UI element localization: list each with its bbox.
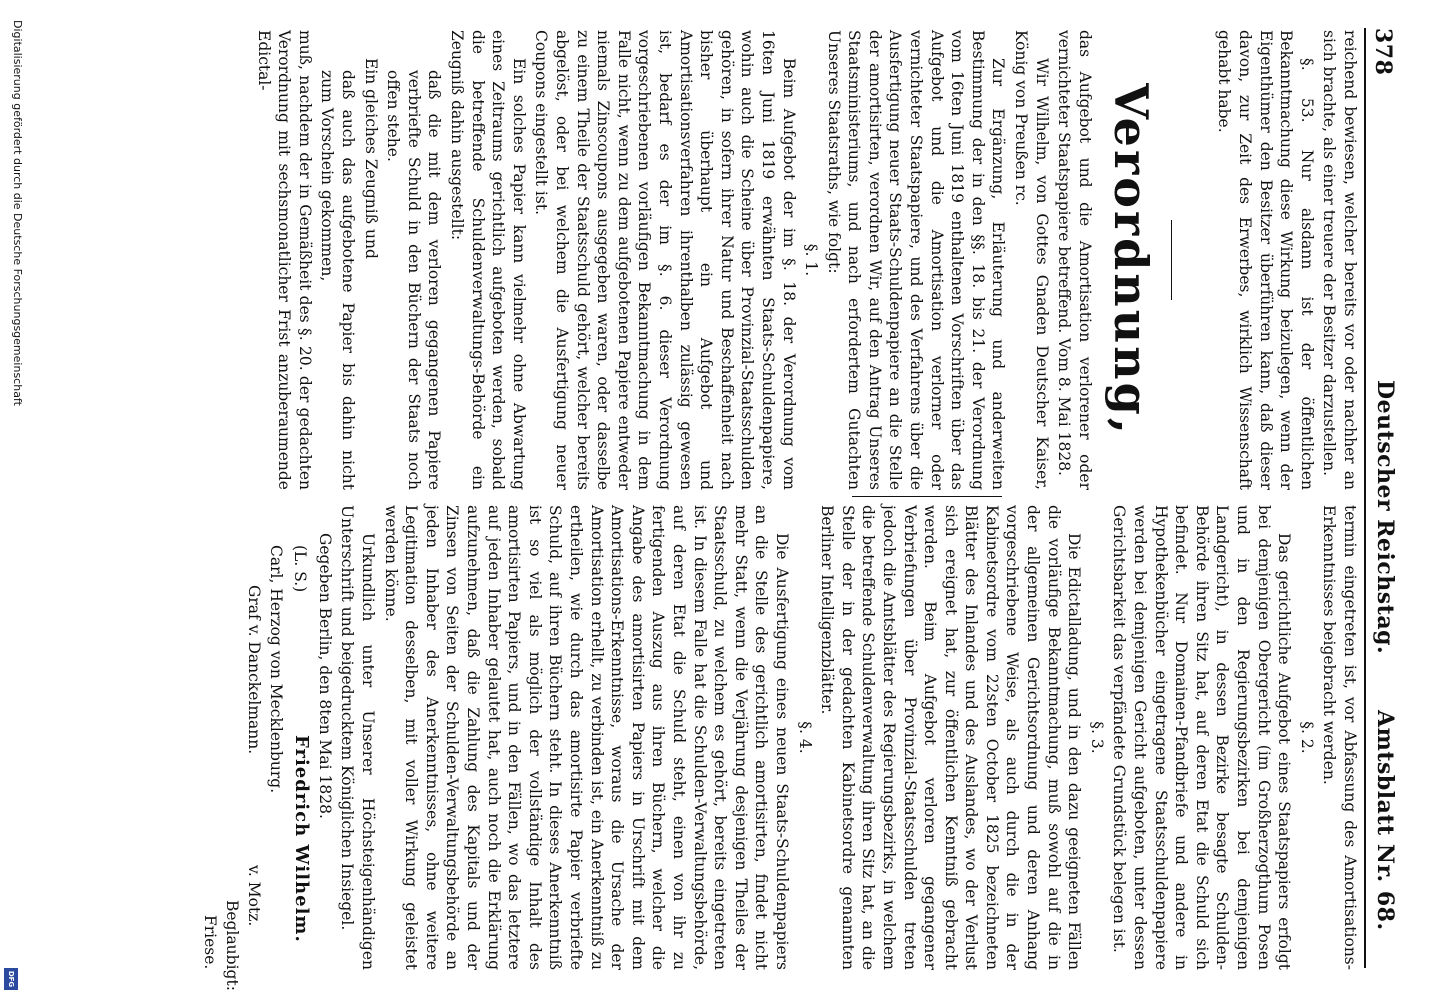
given-date: Gegeben Berlin, den 8ten Mai 1828. [315,533,334,819]
section-1-tail: muß, nachdem der in Gemäßheit des §. 20. der gedachten Verordnung mit sechsmonatlicher Frist anzuberaumende Edictal- [254,30,314,490]
page-number: 378 [1370,28,1396,76]
ordinance-subtitle: das Aufgebot und die Amortisation verlorener oder vernichteter Staatspapiere betreffend. Vom 8. Mai 1828. [1055,30,1094,490]
dfg-logo-text: DFG [7,970,15,988]
right-column [192,505,1360,991]
funding-note-text: Digitalisierung gefördert durch die Deutsche Forschungsgemeinschaft [11,20,24,406]
beglaubigt-label: Beglaubigt: [223,900,242,991]
issue-number: Amtsblatt Nr. 68. [1372,710,1398,931]
section-4-heading: §. 4. [795,721,814,754]
section-1-text-2: Ein solches Papier kann vielmehr ohne Abwartung eines Zeitraums gerichtlich aufgeboten werden, sobald die betreffende Schuldenverwaltungs-Behörde ein Zeugniß dahin ausgestellt: [448,30,528,490]
running-title: Deutscher Reichstag. [1372,380,1398,655]
short-rule [1171,220,1172,300]
section-4-text: Die Ausfertigung eines neuen Staats-Schuldenpapiers an die Stelle des gerichtlich amortisirten, findet nicht mehr Statt, wenn die Verjährung desjenigen Theiles der Staatsschuld, zu welchem es gehört, bereits eingetreten ist. In diesem Falle hat die Schulden-Verwaltungsbehörde, auf deren Etat die Schuld steht, einen von ihr zu fertigenden Auszug aus ihren Büchern, welcher die Angabe des amortisirten Papiers in Urschrift mit dem Amortisations-Erkenntnisse, woraus die Ursache der Amortisation erhellt, zu verbinden ist, ein Anerkenntniß zu ertheilen, wie durch das amortisirte Papier verbriefte Schuld, auf ihren Büchern steht. In dieses Anerkenntniß ist so viel als möglich der vollständige Inhalt des amortisirten Papiers, und in den Fällen, wo das letztere auf jeden Inhaber gelautet hat, auch noch die Erklärung aufzunehmen, daß die Zahlung des Kapitals und der Zinsen von Seiten der Schulden-Verwaltungsbehörde an jeden Inhaber des Anerkenntnisses, ohne weitere Legitimation desselben, mit voller Wirkung geleistet werden könne. [381,505,791,970]
king-signature: Friedrich Wilhelm. [291,735,313,943]
signatory-3: v. Motz. [245,865,264,927]
header-rule [1364,28,1366,968]
section-1-heading: §. 1. [802,243,821,277]
intro-text: reichend bewiesen, welcher bereits vor oder nachher an sich brachte, als einer treuere der Besitzer darzustellen. [1320,30,1359,490]
urkund-clause: Urkundlich unter Unserer Höchsteigenhändigen Unterschrift und beigedrucktem Königlichen Insiegel. [338,505,378,970]
continuation-text: termin eingetreten ist, vor Abfassung des Amortisations-Erkenntnisses beigebracht werden. [1320,505,1359,970]
section-2-heading: §. 2. [1297,721,1316,754]
section-3-text: Die Edictalladung, und in den dazu geeigneten Fällen die vorläufige Bekanntmachung, muß sowohl auf die in der allgemeinen Gerichtsordnung und deren Anhang vorgeschriebene Weise, als auch durch die in der Kabinetsordre vom 22sten October 1825 bezeichneten Blätter des Inlandes und des Auslandes, wo der Verlust sich ereignet hat, zur öffentlichen Kenntniß gebracht werden. Beim Aufgebot verloren gegangener Verbriefungen über Provinzial-Staatsschulden treten jedoch die Amtsblätter des Regierungsbezirks, in welchem die betreffende Schuldenverwaltung ihren Sitz hat, an die Stelle der in der gedachten Kabinetsordre genannten Berliner Intelligenzblätter. [818,505,1084,970]
signatory-1: Carl, Herzog von Mecklenburg. [267,545,286,794]
seal-mark: (L. S.) [291,545,310,593]
signature-block [192,505,313,991]
section-2-text: Das gerichtliche Aufgebot eines Staatspapiers erfolgt bei demjenigen Obergericht (im Großherzogthum Posen und in den Regierungsbezirken bei demjenigen Landgericht), in dessen Bezirke besagte Schulden-Behörde ihren Sitz hat, auf deren Etat die Schuld sich befindet. Nur Domainen-Pfandbriefe und andere in Hypothekenbücher eingetragene Staatsschuldenpapiere werden bei demjenigen Gericht aufgeboten, unter dessen Gerichtsbarkeit das verpfändete Grundstück belegen ist. [1110,505,1294,970]
section-3-heading: §. 3. [1087,721,1106,754]
section-1-quote-2: daß auch das aufgebotene Papier bis dahin nicht zum Vorschein gekommen, [318,70,358,490]
wir-clause: Wir Wilhelm, von Gottes Gnaden Deutscher Kaiser, König von Preußen rc. [1012,30,1051,490]
column-divider [852,496,1002,497]
section-1-text: Beim Aufgebot der im §. 18. der Verordnung vom 16ten Juni 1819 erwähnten Staats-Schuldenpapiere, wohin auch die Scheine über Provinzial-Staatsschulden gehören, in sofern ihrer Natur und Beschaffenheit nach bisher überhaupt ein Aufgebot und Amortisationsverfahren ihrenthalben zulässig gewesen ist, bedarf es der im §. 6. dieser Verordnung vorgeschriebenen vorläufigen Bekanntmachung in dem Falle nicht, wenn zu dem aufgebotenen Papiere entweder niemals Zinscoupons ausgegeben waren, oder dasselbe zu einem Theile der Staatsschuld gehört, welcher bereits abgelöst, oder bei welchem die Ausfertigung neuer Coupons eingestellt ist. [532,30,798,490]
beglaubigt-name: Friese. [201,915,220,970]
signatory-2: Graf v. Danckelmann. [245,585,264,755]
section-1-gleiches: Ein gleiches Zeugniß und [361,58,380,259]
preamble: Zur Ergänzung, Erläuterung und anderweiten Bestimmung der in den §§. 18. bis 21. der Verordnung vom 16ten Juni 1819 enthaltenen Vorschriften über das Aufgebot und die Amortisation verlorner oder vernichteter Staatspapiere, und des Verfahrens über die Ausfertigung neuer Staats-Schuldenpapiere an die Stelle der amortisirten, verordnen Wir, auf den Antrag Unseres Staatsministeriums, und nach erfordertem Gutachten Unseres Staatsraths, wie folgt: [824,30,1008,490]
section-1-quote: daß die mit dem verloren gegangenen Papiere verbriefte Schuld in den Büchern der Staats noch offen stehe. [384,70,444,490]
ordinance-title: Verordnung, [1103,83,1158,437]
left-column [251,30,1360,490]
paragraph-53: §. 53. Nur alsdann ist der öffentlichen Bekanntmachung diese Wirkung beizulegen, wenn der Eigenthümer den Besitzer überführen kann, daß dieser davon, zur Zeit des Erwerbes, wirklich Wissenschaft gehabt habe. [1215,30,1316,490]
